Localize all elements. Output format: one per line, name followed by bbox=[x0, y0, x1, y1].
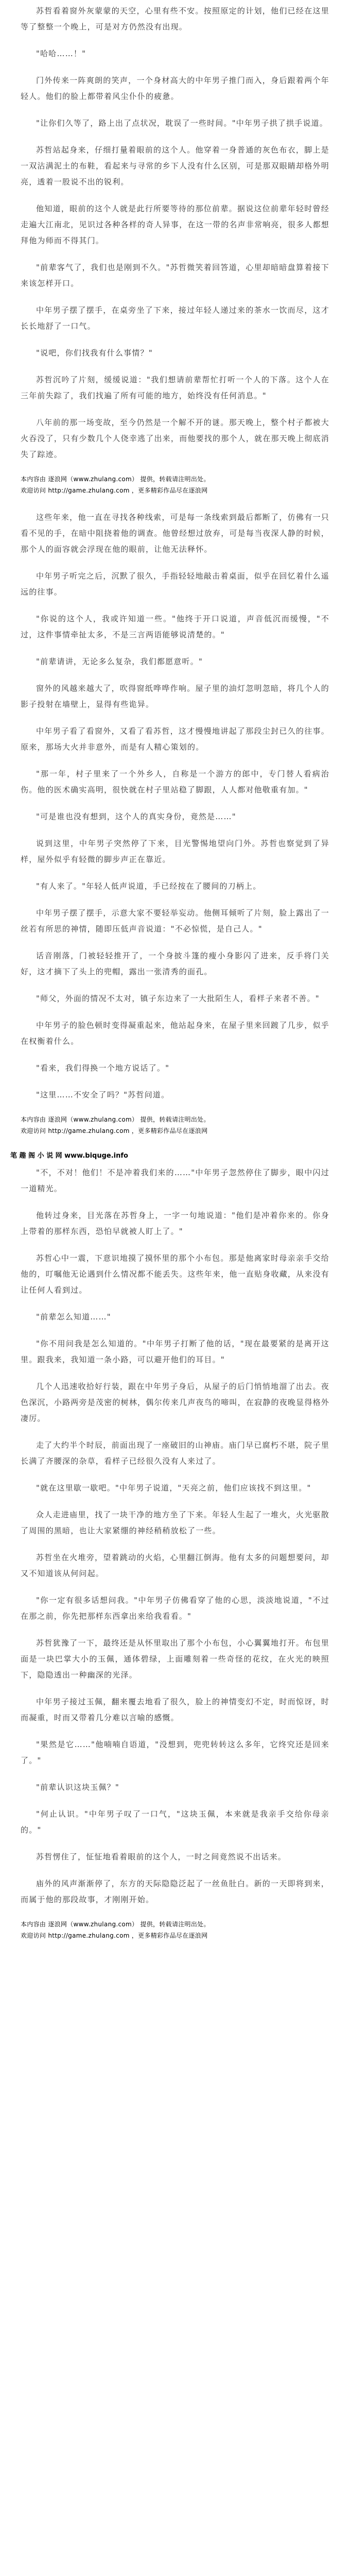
paragraph: "不，不对！他们！不是冲着我们来的……"中年男子忽然停住了脚步，眼中闪过一道精光。 bbox=[21, 1168, 329, 1193]
paragraph: 中年男子摆了摆手，示意大家不要轻举妄动。他侧耳倾听了片刻，脸上露出了一丝若有所思的神情，随即压低声音说道："不必惊慌，是自己人。" bbox=[21, 908, 329, 934]
paragraph: "说吧，你们找我有什么事情？" bbox=[36, 348, 153, 358]
source-notice-line: 本内容由 逐浪网（www.zhulang.com） 提供，转载请注明出处。 bbox=[21, 476, 210, 483]
paragraph: "你不用问我是怎么知道的。"中年男子打断了他的话，"现在最要紧的是离开这里。跟我来，我知道一条小路，可以避开他们的耳目。" bbox=[21, 1339, 329, 1364]
paragraph: 苏哲犹豫了一下，最终还是从怀里取出了那个小布包，小心翼翼地打开。布包里面是一块巴掌大小的玉佩，通体碧绿，上面雕刻着一些奇怪的花纹，在火光的映照下，隐隐透出一种幽深的光泽。 bbox=[21, 1638, 329, 1680]
paragraph: "就在这里歇一歇吧。"中年男子说道，"天亮之前，他们应该找不到这里。" bbox=[36, 1483, 311, 1493]
paragraph: "让你们久等了，路上出了点状况，耽误了一些时间。"中年男子拱了拱手说道。 bbox=[36, 118, 328, 128]
paragraph: 苏哲坐在火堆旁，望着跳动的火焰，心里翻江倒海。他有太多的问题想要问，却又不知道该从何问起。 bbox=[21, 1553, 329, 1578]
paragraph: "果然是它……"他喃喃自语道，"没想到，兜兜转转这么多年，它终究还是回来了。" bbox=[21, 1740, 329, 1765]
paragraph: 苏哲心中一震，下意识地摸了摸怀里的那个小布包。那是他离家时母亲亲手交给他的，叮嘱他无论遇到什么情况都不能丢失。这些年来，他一直贴身收藏，从来没有让任何人看到过。 bbox=[21, 1253, 329, 1295]
paragraph: "这里……不安全了吗？"苏哲问道。 bbox=[36, 1090, 170, 1099]
paragraph: 话音刚落，门被轻轻推开了，一个身披斗篷的瘦小身影闪了进来，反手将门关好，这才摘下了头上的兜帽，露出一张清秀的面孔。 bbox=[21, 951, 329, 976]
paragraph: 中年男子摆了摆手，在桌旁坐了下来，接过年轻人递过来的茶水一饮而尽，这才长长地舒了一口气。 bbox=[21, 306, 329, 331]
paragraph: "何止认识。"中年男子叹了一口气，"这块玉佩，本来就是我亲手交给你母亲的。" bbox=[21, 1809, 329, 1835]
paragraph: 他转过身来，目光落在苏哲身上，一字一句地说道："他们是冲着你来的。你身上带着的那样东西，恐怕早就被人盯上了。" bbox=[21, 1211, 329, 1236]
paragraph: 中年男子的脸色顿时变得凝重起来，他站起身来，在屋子里来回踱了几步，似乎在权衡着什么。 bbox=[21, 1021, 329, 1046]
source-notice-link[interactable]: 欢迎访问 http://game.zhulang.com ，更多精彩作品尽在逐浪网 bbox=[21, 1127, 208, 1134]
paragraph: "前辈怎么知道……" bbox=[36, 1312, 111, 1321]
source-notice-link[interactable]: 欢迎访问 http://game.zhulang.com ，更多精彩作品尽在逐浪网 bbox=[21, 1932, 208, 1939]
paragraph: 说到这里，中年男子突然停了下来，目光警惕地望向门外。苏哲也察觉到了异样，屋外似乎有轻微的脚步声正在靠近。 bbox=[21, 839, 329, 864]
paragraph: 中年男子接过玉佩，翻来覆去地看了很久，脸上的神情变幻不定，时而惊讶，时而凝重，时而又带着几分难以言喻的感慨。 bbox=[21, 1697, 329, 1722]
paragraph: "你说的这个人，我或许知道一些。"他终于开口说道，声音低沉而缓慢，"不过，这件事情牵扯太多，不是三言两语能够说清楚的。" bbox=[21, 614, 329, 639]
paragraph: "有人来了。"年轻人低声说道，手已经按在了腰间的刀柄上。 bbox=[36, 882, 261, 891]
ad-link[interactable]: 笔 趣 阁 小 说 网 www.biquge.info bbox=[10, 1152, 128, 1160]
source-notice-link[interactable]: 欢迎访问 http://game.zhulang.com ，更多精彩作品尽在逐浪网 bbox=[21, 487, 208, 494]
paragraph: 走了大约半个时辰，前面出现了一座破旧的山神庙。庙门早已腐朽不堪，院子里长满了齐腰深的杂草，看样子已经很久没有人来过了。 bbox=[21, 1440, 329, 1466]
source-notice-line: 本内容由 逐浪网（www.zhulang.com） 提供，转载请注明出处。 bbox=[21, 1116, 210, 1123]
paragraph: 中年男子看了看窗外，又看了看苏哲，这才慢慢地讲起了那段尘封已久的往事。原来，那场大火并非意外，而是有人精心策划的。 bbox=[21, 726, 329, 752]
paragraph: 苏哲站起身来，仔细打量着眼前的这个人。他穿着一身普通的灰色布衣，脚上是一双沾满泥土的布鞋，看起来与寻常的乡下人没有什么区别，可是那双眼睛却格外明亮，透着一股说不出的锐利。 bbox=[21, 145, 329, 187]
paragraph: "前辈认识这块玉佩？" bbox=[36, 1783, 119, 1792]
paragraph: 几个人迅速收拾好行装，跟在中年男子身后，从屋子的后门悄悄地溜了出去。夜色深沉，小路两旁是茂密的树林，偶尔传来几声夜鸟的啼叫，在寂静的夜晚显得格外凄厉。 bbox=[21, 1382, 329, 1423]
paragraph: 苏哲看着窗外灰蒙蒙的天空，心里有些不安。按照原定的计划，他们已经在这里等了整整一个晚上，可是对方仍然没有出现。 bbox=[21, 6, 329, 31]
paragraph: "师父，外面的情况不太对，镇子东边来了一大批陌生人，看样子来者不善。" bbox=[36, 994, 320, 1003]
section-part3 bbox=[21, 1165, 329, 1908]
paragraph: 苏哲愣住了，怔怔地看着眼前的这个人，一时之间竟然说不出话来。 bbox=[36, 1852, 287, 1861]
source-notice-line: 本内容由 逐浪网（www.zhulang.com） 提供，转载请注明出处。 bbox=[21, 1921, 210, 1928]
paragraph: "前辈请讲，无论多么复杂，我们都愿意听。" bbox=[36, 657, 203, 666]
paragraph: "看来，我们得换一个地方说话了。" bbox=[36, 1063, 170, 1073]
paragraph: "你一定有很多话想问我。"中年男子仿佛看穿了他的心思，淡淡地说道，"不过在那之前，你先把那样东西拿出来给我看看。" bbox=[21, 1596, 329, 1621]
paragraph: 窗外的风越来越大了，吹得窗纸哗哗作响。屋子里的油灯忽明忽暗，将几个人的影子投射在墙壁上，显得有些诡异。 bbox=[21, 684, 329, 709]
paragraph: 庙外的风声渐渐停了，东方的天际隐隐泛起了一丝鱼肚白。新的一天即将到来，而属于他的那段故事，才刚刚开始。 bbox=[21, 1879, 329, 1904]
source-notice bbox=[21, 1919, 329, 1941]
paragraph: "那一年，村子里来了一个外乡人，自称是一个游方的郎中，专门替人看病治伤。他的医术确实高明，很快就在村子里站稳了脚跟，人人都对他敬重有加。" bbox=[21, 769, 329, 794]
section-part1 bbox=[21, 3, 329, 463]
paragraph: "前辈客气了，我们也是刚到不久。"苏哲微笑着回答道，心里却暗暗盘算着接下来该怎样开口。 bbox=[21, 263, 329, 288]
paragraph: 这些年来，他一直在寻找各种线索，可是每一条线索到最后都断了，仿佛有一只看不见的手，在暗中阻挠着他的调查。他曾经想过放弃，可是每当夜深人静的时候，那个人的面容就会浮现在他的眼前，让他无法释怀。 bbox=[21, 513, 329, 554]
paragraph: 众人走进庙里，找了一块干净的地方坐了下来。年轻人生起了一堆火，火光驱散了周围的黑暗，也让大家紧绷的神经稍稍放松了一些。 bbox=[21, 1510, 329, 1535]
paragraph: 中年男子听完之后，沉默了很久，手指轻轻地敲击着桌面，似乎在回忆着什么遥远的往事。 bbox=[21, 571, 329, 597]
paragraph: 八年前的那一场变故，至今仍然是一个解不开的谜。那天晚上，整个村子都被大火吞没了，只有少数几个人侥幸逃了出来，而他要找的那个人，就在那天晚上彻底消失了踪迹。 bbox=[21, 418, 329, 459]
paragraph: 他知道，眼前的这个人就是此行所要等待的那位前辈。据说这位前辈年轻时曾经走遍大江南北，见识过各种各样的奇人异事，在这一带的名声非常响亮，很多人都想拜他为师而不得其门。 bbox=[21, 204, 329, 245]
paragraph: 门外传来一阵爽朗的笑声，一个身材高大的中年男子推门而入，身后跟着两个年轻人。他们的脸上都带着风尘仆仆的疲惫。 bbox=[21, 76, 329, 101]
section-part2 bbox=[21, 510, 329, 1103]
paragraph: "可是谁也没有想到，这个人的真实身份，竟然是……" bbox=[36, 812, 236, 821]
paragraph: 苏哲沉吟了片刻，缓缓说道："我们想请前辈帮忙打听一个人的下落。这个人在三年前失踪了，我们找遍了所有可能的地方，始终没有任何消息。" bbox=[21, 375, 329, 400]
paragraph: "哈哈……！" bbox=[36, 49, 86, 58]
source-notice bbox=[21, 473, 329, 496]
source-notice bbox=[21, 1114, 329, 1137]
